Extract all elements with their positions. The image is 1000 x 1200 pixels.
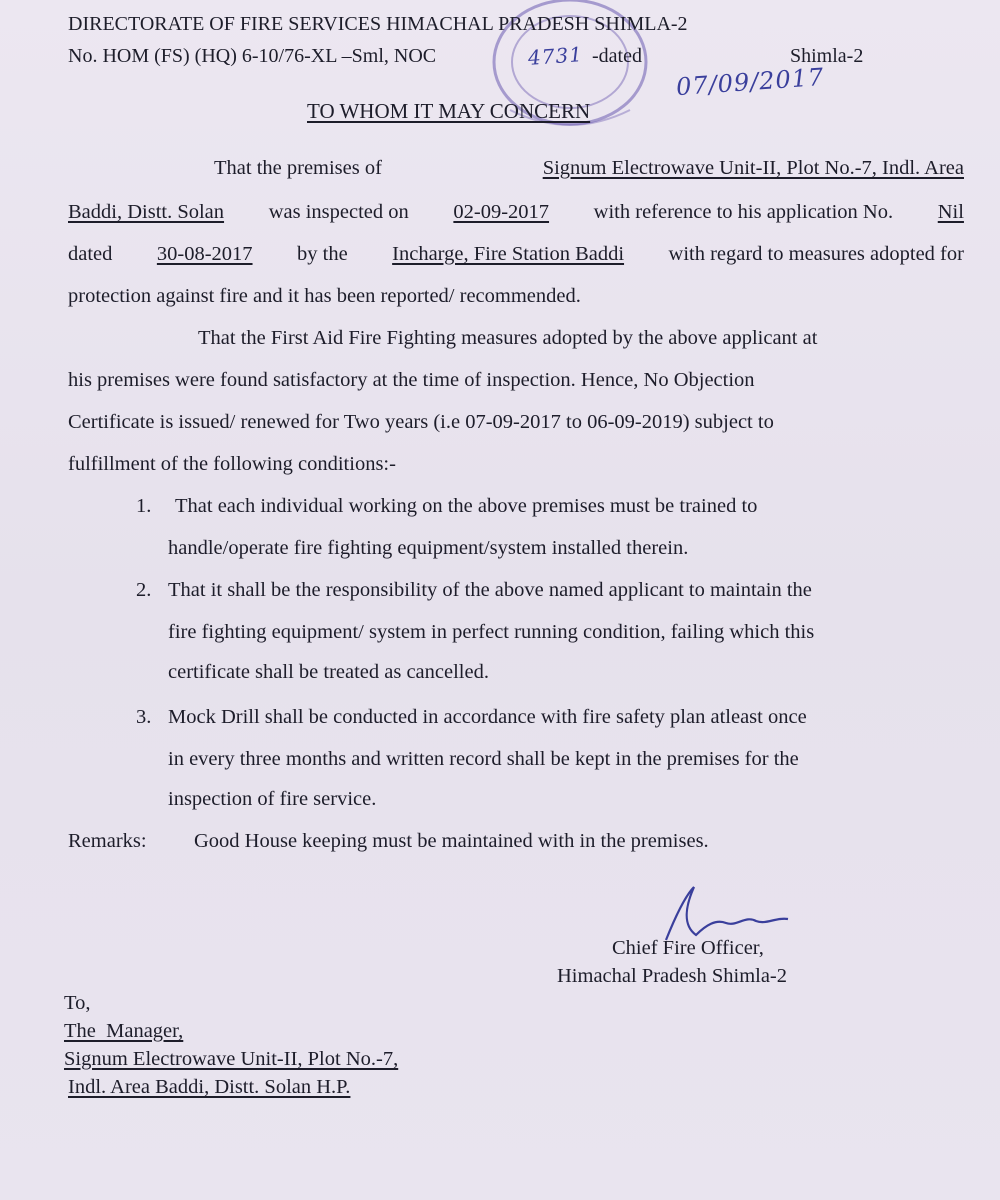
condition-2-line2: fire fighting equipment/ system in perfect running condition, failing which this [168, 621, 815, 643]
para1-text: dated [68, 243, 113, 265]
para2-line3: Certificate is issued/ renewed for Two years (i.e 07-09-2017 to 06-09-2019) subject to [68, 411, 774, 433]
condition-2-number: 2. [136, 579, 152, 601]
para1-text: was inspected on [268, 201, 409, 223]
remarks-label: Remarks: [68, 830, 147, 852]
para1-line1 [214, 158, 964, 179]
signatory-office: Himachal Pradesh Shimla-2 [557, 965, 788, 987]
letter-date-handwritten: 07/09/2017 [675, 62, 826, 102]
addressee-to: To, [64, 992, 91, 1014]
inspecting-officer: Incharge, Fire Station Baddi [392, 243, 625, 265]
document-title: TO WHOM IT MAY CONCERN [307, 99, 591, 123]
directorate-heading: DIRECTORATE OF FIRE SERVICES HIMACHAL PRADESH SHIMLA-2 [68, 13, 688, 35]
addressee-line1: The Manager, [64, 1020, 184, 1042]
condition-2-line3: certificate shall be treated as cancelled. [168, 661, 489, 683]
para1-text: by the [297, 243, 348, 265]
condition-3-line2: in every three months and written record shall be kept in the premises for the [168, 748, 799, 770]
para1-text: with regard to measures adopted for [668, 243, 964, 265]
para1-text: with reference to his application No. [593, 201, 894, 223]
condition-3-line3: inspection of fire service. [168, 788, 377, 810]
letter-location: Shimla-2 [790, 45, 864, 67]
condition-1-line2: handle/operate fire fighting equipment/system installed therein. [168, 537, 689, 559]
condition-3-number: 3. [136, 706, 152, 728]
addressee-line2: Signum Electrowave Unit-II, Plot No.-7, [64, 1048, 399, 1070]
para1-line3 [68, 244, 964, 265]
para1-line4: protection against fire and it has been reported/ recommended. [68, 285, 581, 307]
dated-label: -dated [592, 45, 642, 67]
inspection-date: 02-09-2017 [453, 201, 550, 223]
condition-2-line1: That it shall be the responsibility of the above named applicant to maintain the [168, 579, 812, 601]
addressee-line3: Indl. Area Baddi, Distt. Solan H.P. [68, 1076, 351, 1098]
para1-text: That the premises of [214, 157, 382, 179]
reference-number: No. HOM (FS) (HQ) 6-10/76-XL –Sml, NOC [68, 45, 437, 67]
condition-1-line1: That each individual working on the above premises must be trained to [175, 495, 758, 517]
condition-3-line1: Mock Drill shall be conducted in accordance with fire safety plan atleast once [168, 706, 807, 728]
premises-location: Baddi, Distt. Solan [68, 201, 225, 223]
para1-line2 [68, 202, 964, 223]
para2-line1: That the First Aid Fire Fighting measures adopted by the above applicant at [198, 327, 818, 349]
para2-line4: fulfillment of the following conditions:- [68, 453, 396, 475]
signatory-designation: Chief Fire Officer, [612, 937, 764, 959]
remarks-text: Good House keeping must be maintained with in the premises. [194, 830, 709, 852]
application-date: 30-08-2017 [156, 243, 253, 265]
premises-name: Signum Electrowave Unit-II, Plot No.-7, Indl. Area [542, 157, 964, 179]
reference-number-handwritten: 4731 [527, 42, 584, 70]
condition-1-number: 1. [136, 495, 152, 517]
application-number: Nil [937, 201, 964, 223]
para2-line2: his premises were found satisfactory at the time of inspection. Hence, No Objection [68, 369, 755, 391]
signature-mark [656, 885, 796, 945]
